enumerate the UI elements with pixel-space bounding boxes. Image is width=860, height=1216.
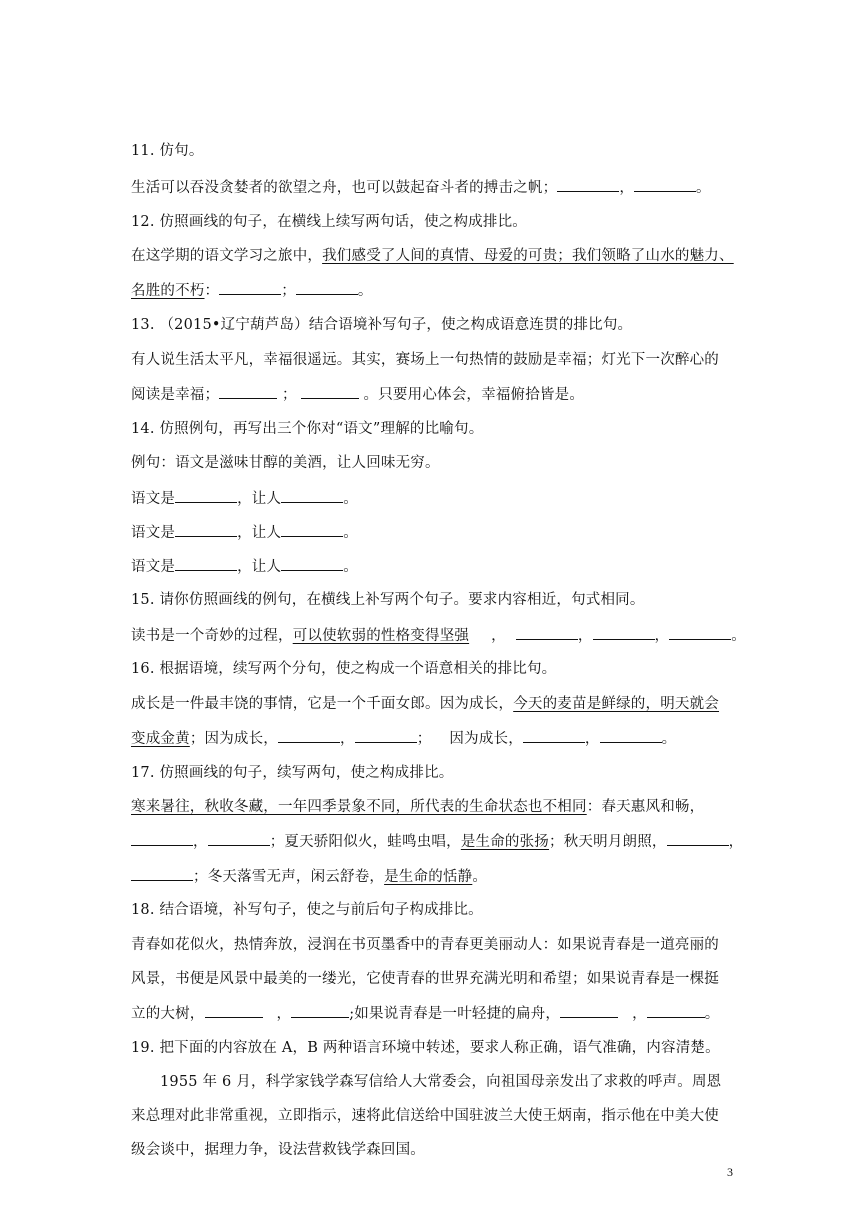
q17-blank-1[interactable] bbox=[131, 831, 193, 846]
q16-blank-2[interactable] bbox=[355, 728, 417, 743]
q13-blank-1[interactable] bbox=[219, 384, 277, 399]
q16-semicolon: ； bbox=[416, 731, 432, 747]
q19-paragraph-line-1: 1955 年 6 月，科学家钱学森写信给人大常委会，向祖国母亲发出了求救的呼声。周恩 bbox=[160, 1074, 722, 1090]
q11-text: 生活可以吞没贪婪者的欲望之舟，也可以鼓起奋斗者的搏击之帆； bbox=[131, 180, 558, 196]
q16-line-2 bbox=[131, 728, 676, 749]
q17-underlined-summer: 是生命的张扬 bbox=[460, 834, 550, 850]
q14-answer-row-2 bbox=[131, 522, 358, 543]
q13-line-1: 有人说生活太平凡，幸福很遥远。其实，赛场上一句热情的鼓励是幸福；灯光下一次醉心的 bbox=[131, 352, 719, 368]
q17-line-1 bbox=[131, 797, 704, 817]
q11-blank-1[interactable] bbox=[557, 177, 619, 192]
q17-underlined-example: 寒来暑往，秋收冬藏，一年四季景象不同，所代表的生命状态也不相同 bbox=[131, 799, 587, 815]
q14-title: 14. 仿照例句，再写出三个你对“语文”理解的比喻句。 bbox=[131, 421, 484, 437]
q18-comma: ， bbox=[276, 1006, 292, 1022]
q14-mid: ，让人 bbox=[237, 491, 282, 507]
q14-mid: ，让人 bbox=[237, 559, 282, 575]
q18-comma: ， bbox=[632, 1006, 647, 1022]
q17-winter: ；冬天落雪无声，闲云舒卷， bbox=[193, 869, 385, 885]
q18-blank-3[interactable] bbox=[560, 1003, 618, 1018]
q16-comma: ， bbox=[584, 731, 600, 747]
q18-mid: ;如果说青春是一叶轻捷的扁舟， bbox=[349, 1006, 561, 1022]
q11-sentence bbox=[131, 177, 711, 198]
q18-period: 。 bbox=[704, 1006, 720, 1022]
q19-paragraph-line-2: 来总理对此非常重视，立即指示，速将此信送给中国驻波兰大使王炳南，指示他在中美大使 bbox=[131, 1108, 719, 1124]
q12-semicolon: ； bbox=[281, 283, 296, 299]
q13-title: 13. （2015•辽宁葫芦岛）结合语境补写句子，使之构成语意连贯的排比句。 bbox=[131, 317, 633, 333]
q16-underlined-tail: 变成金黄 bbox=[131, 731, 190, 747]
q12-blank-1[interactable] bbox=[219, 280, 281, 295]
q11-period: 。 bbox=[696, 180, 711, 196]
q16-lead: 成长是一件最丰饶的事情，它是一个千面女郎。因为成长， bbox=[131, 696, 514, 712]
q16-because-2: 因为成长， bbox=[449, 731, 523, 747]
q17-line-2 bbox=[131, 831, 743, 852]
q12-blank-2[interactable] bbox=[296, 280, 358, 295]
q14-period: 。 bbox=[343, 525, 358, 541]
q16-underlined-example: 今天的麦苗是鲜绿的，明天就会 bbox=[513, 696, 720, 712]
q14-example: 例句：语文是滋味甘醇的美酒，让人回味无穷。 bbox=[131, 455, 440, 471]
q17-underlined-winter: 是生命的恬静 bbox=[384, 869, 473, 885]
q14-period: 。 bbox=[343, 491, 358, 507]
q16-blank-4[interactable] bbox=[600, 728, 662, 743]
q16-period: 。 bbox=[661, 731, 677, 747]
q17-comma: ， bbox=[728, 834, 744, 850]
q14-period: 。 bbox=[343, 559, 358, 575]
q11-title: 11. 仿句。 bbox=[131, 143, 204, 159]
q18-line-2: 风景，书便是风景中最美的一缕光，它使青春的世界充满光明和希望；如果说青春是一棵挺 bbox=[131, 971, 719, 987]
q13-line-2 bbox=[131, 384, 584, 405]
q18-line-3 bbox=[131, 1003, 720, 1024]
q14-blank-1a[interactable] bbox=[175, 488, 237, 503]
q15-line-1 bbox=[131, 625, 746, 646]
q17-blank-4[interactable] bbox=[131, 866, 193, 881]
q17-summer: ；夏天骄阳似火，蛙鸣虫唱， bbox=[269, 834, 461, 850]
q11-blank-2[interactable] bbox=[634, 177, 696, 192]
q14-prefix: 语文是 bbox=[131, 491, 176, 507]
q14-blank-2b[interactable] bbox=[281, 522, 343, 537]
q11-comma: ， bbox=[619, 180, 635, 196]
q18-blank-2[interactable] bbox=[291, 1003, 349, 1018]
q12-underlined-tail: 名胜的不朽 bbox=[131, 283, 205, 299]
q19-title: 19. 把下面的内容放在 A，B 两种语言环境中转述，要求人称正确，语气准确，内容清楚。 bbox=[131, 1040, 720, 1056]
q12-period: 。 bbox=[357, 283, 373, 299]
q15-lead: 读书是一个奇妙的过程， bbox=[131, 628, 293, 644]
page-number: 3 bbox=[727, 1165, 733, 1179]
q15-blank-3[interactable] bbox=[669, 625, 731, 640]
q16-because: ；因为成长， bbox=[189, 731, 279, 747]
q14-blank-3b[interactable] bbox=[281, 556, 343, 571]
q12-colon: ： bbox=[204, 283, 220, 299]
q17-title: 17. 仿照画线的句子，续写两句，使之构成排比。 bbox=[131, 765, 454, 781]
q15-period: 。 bbox=[731, 628, 746, 644]
q14-prefix: 语文是 bbox=[131, 559, 176, 575]
q12-underlined-example: 我们感受了人间的真情、母爱的可贵；我们领略了山水的魅力、 bbox=[322, 248, 734, 264]
q16-title: 16. 根据语境，续写两个分句，使之构成一个语意相关的排比句。 bbox=[131, 661, 557, 677]
q14-blank-2a[interactable] bbox=[175, 522, 237, 537]
q16-blank-1[interactable] bbox=[278, 728, 340, 743]
q15-comma: ， bbox=[491, 628, 506, 644]
q17-line-3 bbox=[131, 866, 487, 887]
q17-blank-3[interactable] bbox=[667, 831, 729, 846]
q14-blank-3a[interactable] bbox=[175, 556, 237, 571]
q16-comma: ， bbox=[340, 731, 355, 747]
q18-blank-4[interactable] bbox=[647, 1003, 705, 1018]
q15-underlined-example: 可以使软弱的性格变得坚强 bbox=[292, 628, 470, 644]
q18-line-1: 青春如花似火，热情奔放，浸润在书页墨香中的青春更美丽动人：如果说青春是一道亮丽的 bbox=[131, 937, 719, 953]
q13-lead: 阅读是幸福； bbox=[131, 387, 220, 403]
q14-answer-row-1 bbox=[131, 488, 358, 509]
q16-line-1 bbox=[131, 694, 719, 714]
q14-answer-row-3 bbox=[131, 556, 358, 577]
q12-lead: 在这学期的语文学习之旅中， bbox=[131, 248, 323, 264]
q14-mid: ，让人 bbox=[237, 525, 282, 541]
q18-blank-1[interactable] bbox=[205, 1003, 263, 1018]
q17-spring: ：春天惠风和畅， bbox=[586, 799, 705, 815]
q14-prefix: 语文是 bbox=[131, 525, 176, 541]
q18-title: 18. 结合语境，补写句子，使之与前后句子构成排比。 bbox=[131, 902, 483, 918]
q18-lead: 立的大树， bbox=[131, 1006, 205, 1022]
q16-blank-3[interactable] bbox=[523, 728, 585, 743]
q14-blank-1b[interactable] bbox=[281, 488, 343, 503]
q15-comma: ， bbox=[577, 628, 593, 644]
q12-line-2 bbox=[131, 280, 373, 301]
q12-title: 12. 仿照画线的句子，在横线上续写两句话，使之构成排比。 bbox=[131, 214, 527, 230]
q17-autumn: ；秋天明月朗照， bbox=[549, 834, 667, 850]
q13-tail: 。只要用心体会，幸福俯拾皆是。 bbox=[358, 387, 585, 403]
q13-semicolon: ； bbox=[277, 387, 297, 403]
q17-comma: ， bbox=[193, 834, 208, 850]
q15-comma: ， bbox=[654, 628, 670, 644]
q19-paragraph-line-3: 级会谈中，据理力争，设法营救钱学森回国。 bbox=[131, 1142, 425, 1158]
q13-blank-2[interactable] bbox=[301, 384, 359, 399]
q12-line-1 bbox=[131, 246, 734, 266]
q17-blank-2[interactable] bbox=[208, 831, 270, 846]
q17-period: 。 bbox=[472, 869, 488, 885]
q15-blank-2[interactable] bbox=[593, 625, 655, 640]
q15-blank-1[interactable] bbox=[516, 625, 578, 640]
q15-title: 15. 请你仿照画线的例句，在横线上补写两个句子。要求内容相近，句式相同。 bbox=[131, 592, 645, 608]
